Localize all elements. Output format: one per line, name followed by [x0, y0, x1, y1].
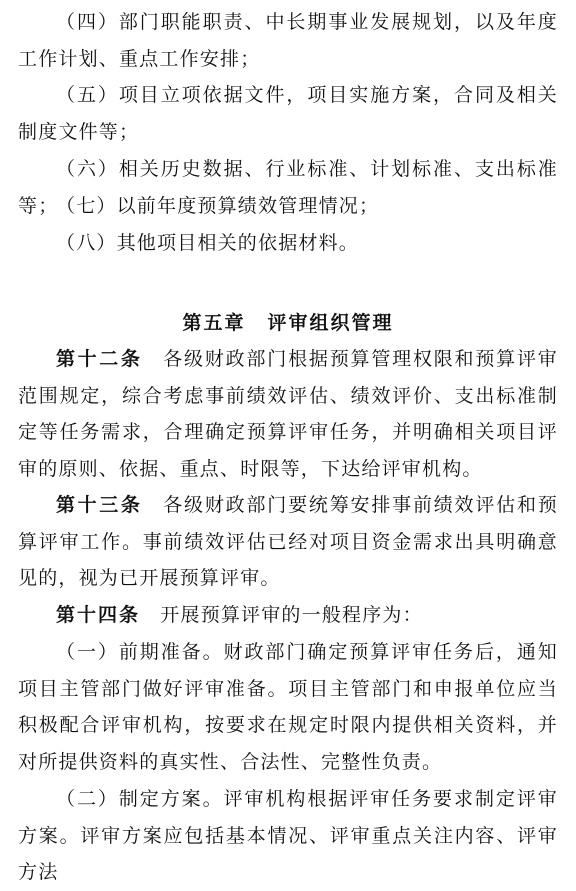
chapter-heading [0, 305, 576, 341]
chapter-number: 第五章 [182, 312, 246, 334]
list-item-8: （八）其他项目相关的依据材料。 [56, 232, 360, 254]
article-number: 第十二条 [56, 348, 143, 370]
article-14 [18, 597, 558, 634]
list-item-7: （七）以前年度预算绩效管理情况； [56, 195, 380, 217]
article-number: 第十四条 [56, 604, 141, 626]
article-text: 开展预算评审的一般程序为： [160, 604, 423, 626]
article-text: 各级财政部门要统筹安排事前绩效评估和预算评审工作。事前绩效评估已经对项目资金需求出具明确意见的，视为已开展预算评审。 [18, 494, 558, 589]
list-item-5: （五）项目立项依据文件，项目实施方案，合同及相关制度文件等； [18, 84, 558, 143]
article-12 [18, 341, 558, 487]
list-item-6: （六）相关历史数据、行业标准、计划标准、支出标准等； [18, 158, 558, 217]
procedure-item-1: （一）前期准备。财政部门确定预算评审任务后，通知项目主管部门做好评审准备。项目主管部门和申报单位应当积极配合评审机构，按要求在规定时限内提供相关资料，并对所提供资料的真实性、合法性、完整性负责。 [18, 641, 558, 773]
chapter-title: 评审组织管理 [267, 312, 394, 334]
procedure-item-2: （二）制定方案。评审机构根据评审任务要求制定评审方案。评审方案应包括基本情况、评审重点关注内容、评审方法 [18, 788, 558, 883]
article-number: 第十三条 [56, 494, 143, 516]
list-item-4: （四）部门职能职责、中长期事业发展规划，以及年度工作计划、重点工作安排； [18, 11, 558, 70]
article-text: 各级财政部门根据预算管理权限和预算评审范围规定，综合考虑事前绩效评估、绩效评价、支出标准制定等任务需求，合理确定预算评审任务，并明确相关项目评审的原则、依据、重点、时限等，下达给评审机构。 [18, 348, 558, 480]
article-13 [18, 487, 558, 597]
